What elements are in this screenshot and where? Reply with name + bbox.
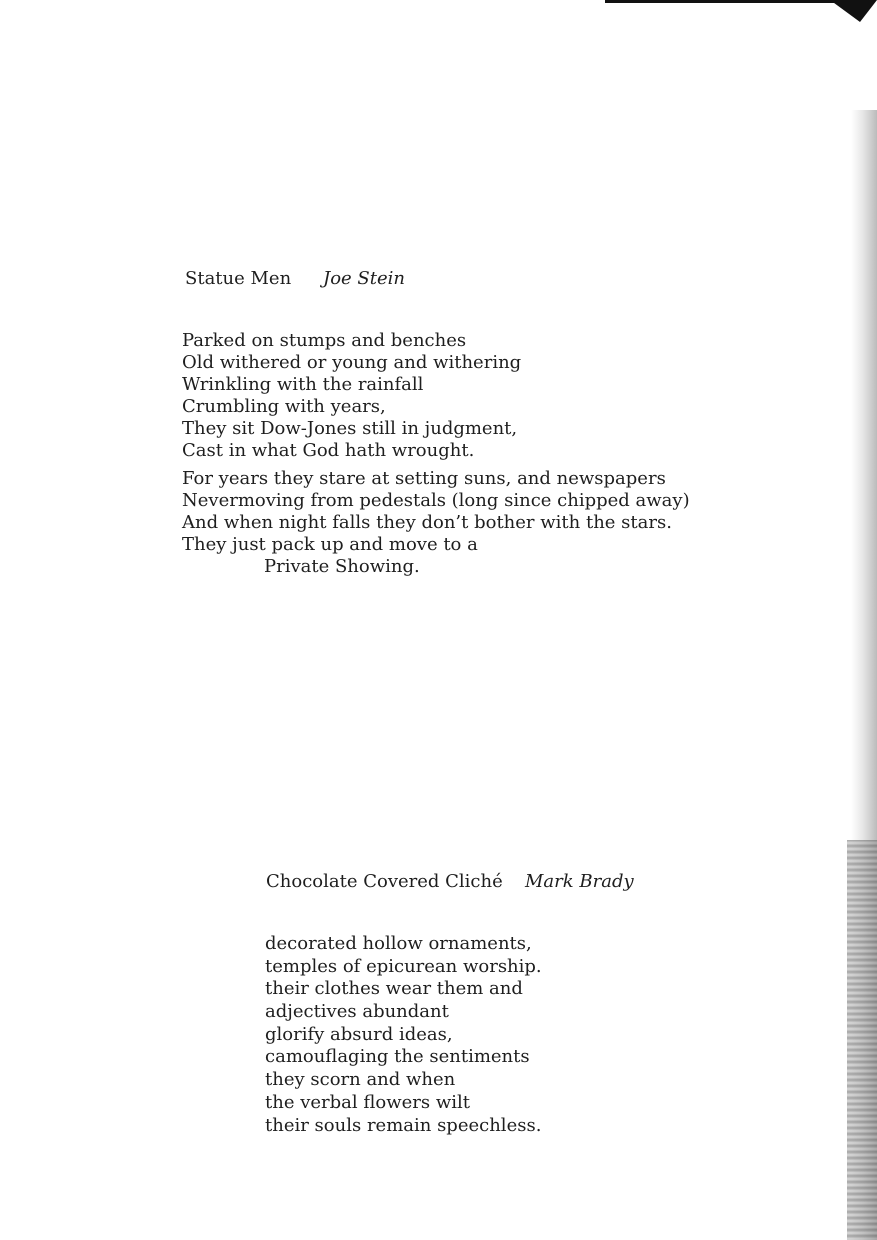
poem-line: Private Showing. [264,556,420,577]
poem-line: they scorn and when [265,1069,456,1091]
poem-line: temples of epicurean worship. [265,955,542,977]
poem-line: Parked on stumps and benches [182,330,467,351]
poem-line: camouflaging the sentiments [265,1046,530,1068]
poem-line: decorated hollow ornaments, [265,933,532,954]
poem-stanza [265,933,542,1137]
poem-line: They sit Dow-Jones still in judgment, [182,418,518,439]
poem-line: Nevermoving from pedestals (long since chipped away) [182,490,690,511]
poem-line: adjectives abundant [265,1001,449,1023]
poem-line: Old withered or young and withering [182,352,522,373]
poem-stanza [182,330,521,462]
poem-line: the verbal flowers wilt [265,1091,470,1113]
poem-line: Wrinkling with the rainfall [182,374,424,395]
poem-author: Mark Brady [525,871,634,892]
poem-line: Crumbling with years, [182,396,386,417]
poem-line: their clothes wear them and [265,978,523,1000]
poem-title: Statue Men [185,268,292,289]
poem-line: For years they stare at setting suns, and newspapers [182,468,666,489]
poem-line: their souls remain speechless. [265,1114,542,1136]
poem-title: Chocolate Covered Cliché [266,871,503,892]
poem-stanza [182,468,690,578]
poem-line: glorify absurd ideas, [265,1023,453,1045]
poem-author: Joe Stein [323,268,405,289]
poem-line: And when night falls they don’t bother with the stars. [182,512,672,533]
poem-line: Cast in what God hath wrought. [182,440,475,461]
page-edge-dark [847,840,877,1240]
scan-edge-rule [605,0,845,3]
scan-corner-mark [830,0,877,22]
poem-line: They just pack up and move to a [182,534,478,555]
